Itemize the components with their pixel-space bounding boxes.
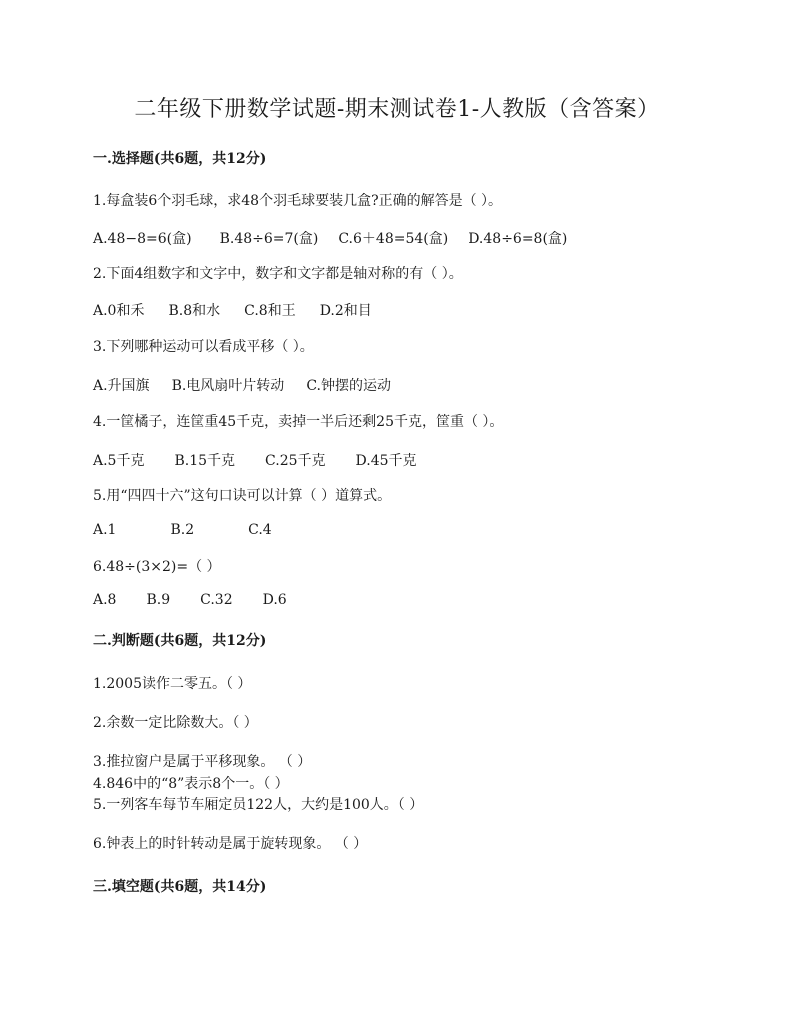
option-b: B.8和水 bbox=[168, 303, 221, 319]
option-a: A.48−8=6(盒) bbox=[93, 231, 192, 247]
option-b: B.电风扇叶片转动 bbox=[171, 378, 285, 394]
section-heading-choice: 一.选择题(共6题，共12分) bbox=[93, 151, 267, 167]
option-b: B.2 bbox=[170, 522, 195, 538]
question-3-options bbox=[93, 375, 391, 395]
option-a: A.升国旗 bbox=[93, 378, 150, 394]
option-c: C.32 bbox=[200, 592, 233, 608]
page-title: 二年级下册数学试题-期末测试卷1-人教版（含答案） bbox=[134, 97, 660, 122]
question-5-stem: 5.用“四四十六”这句口诀可以计算（ ）道算式。 bbox=[93, 488, 392, 504]
question-4-stem: 4.一筐橘子，连筐重45千克，卖掉一半后还剩25千克，筐重（ ）。 bbox=[93, 414, 504, 430]
option-a: A.1 bbox=[93, 522, 117, 538]
option-d: D.45千克 bbox=[355, 453, 417, 469]
judgement-item-2: 2.余数一定比除数大。（ ） bbox=[93, 715, 258, 731]
option-b: B.9 bbox=[146, 592, 171, 608]
judgement-item-4: 4.846中的“8”表示8个一。（ ） bbox=[93, 776, 289, 792]
judgement-item-1: 1.2005读作二零五。（ ） bbox=[93, 676, 252, 692]
question-4-options bbox=[93, 450, 417, 470]
option-b: B.15千克 bbox=[174, 453, 236, 469]
question-2-stem: 2.下面4组数字和文字中，数字和文字都是轴对称的有（ ）。 bbox=[93, 266, 463, 282]
judgement-item-6: 6.钟表上的时针转动是属于旋转现象。 （ ） bbox=[93, 836, 368, 852]
option-b: B.48÷6=7(盒) bbox=[219, 231, 319, 247]
question-1-options bbox=[93, 228, 567, 248]
option-d: D.2和目 bbox=[319, 303, 372, 319]
option-d: D.48÷6=8(盒) bbox=[468, 231, 568, 247]
section-heading-judgement: 二.判断题(共6题，共12分) bbox=[93, 633, 267, 649]
option-a: A.8 bbox=[93, 592, 117, 608]
option-a: A.5千克 bbox=[93, 453, 145, 469]
option-a: A.0和禾 bbox=[93, 303, 145, 319]
judgement-item-3: 3.推拉窗户是属于平移现象。 （ ） bbox=[93, 754, 312, 770]
option-c: C.钟摆的运动 bbox=[306, 378, 391, 394]
option-c: C.4 bbox=[248, 522, 272, 538]
option-c: C.25千克 bbox=[265, 453, 326, 469]
question-2-options bbox=[93, 300, 372, 320]
option-d: D.6 bbox=[262, 592, 287, 608]
option-c: C.8和王 bbox=[244, 303, 296, 319]
question-5-options bbox=[93, 522, 272, 538]
question-1-stem: 1.每盒装6个羽毛球，求48个羽毛球要装几盒?正确的解答是（ ）。 bbox=[93, 193, 503, 209]
section-heading-fill-in: 三.填空题(共6题，共14分) bbox=[93, 879, 267, 895]
question-6-stem: 6.48÷(3×2)=（ ） bbox=[93, 559, 221, 575]
judgement-item-5: 5.一列客车每节车厢定员122人，大约是100人。（ ） bbox=[93, 797, 424, 813]
question-3-stem: 3.下列哪种运动可以看成平移（ ）。 bbox=[93, 339, 314, 355]
question-6-options bbox=[93, 592, 287, 608]
option-c: C.6＋48=54(盒) bbox=[338, 231, 449, 247]
